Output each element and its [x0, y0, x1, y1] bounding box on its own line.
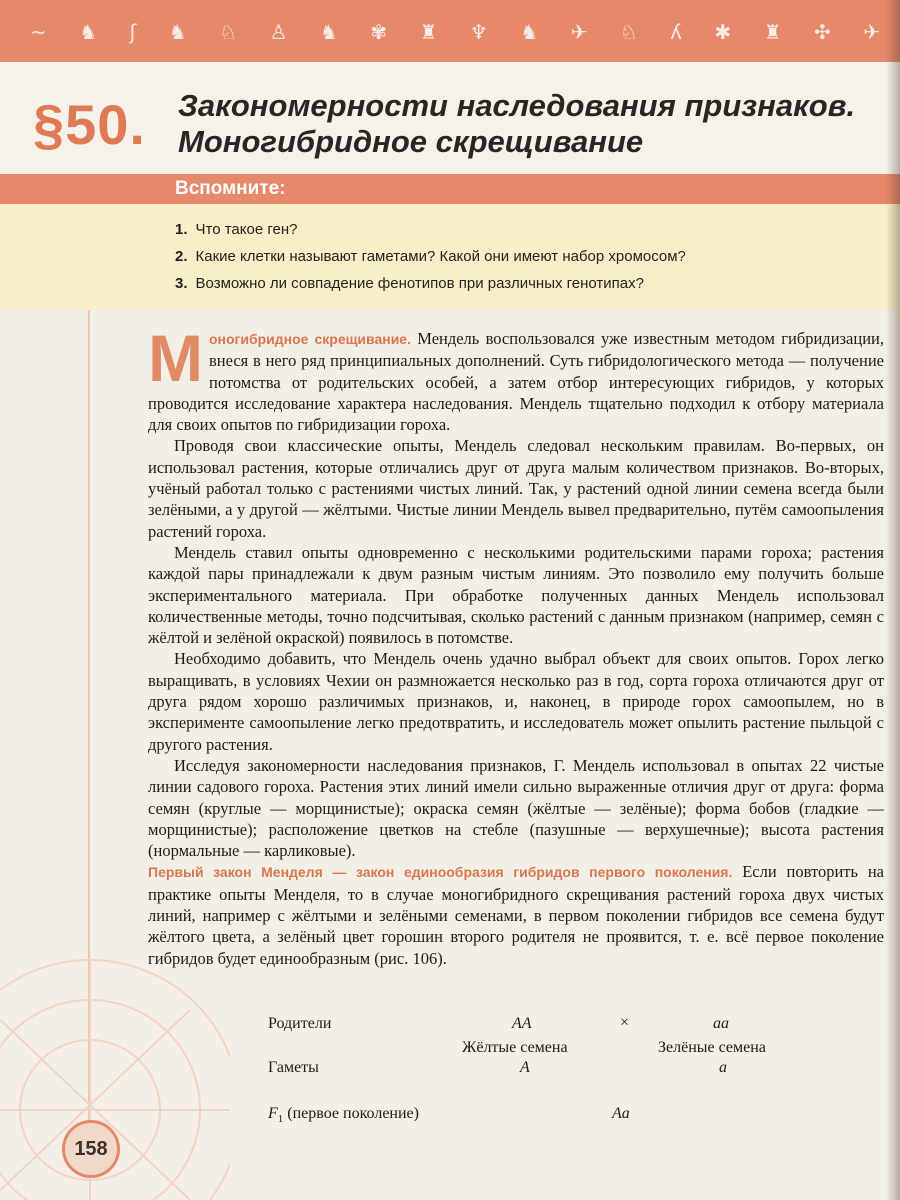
page-title: [178, 88, 878, 160]
deer-icon: ♘: [219, 20, 238, 44]
binding-shadow: [886, 0, 900, 1200]
seahorse-icon: ʃ: [129, 20, 137, 44]
kangaroo-icon: ʎ: [670, 20, 682, 44]
paragraph: Мендель ставил опыты одновременно с несколькими родительскими парами гороха; растения каждой пары принадлежали к двум разным чистым линиям. Это позволило ему получить больше экспериментального материала. При обработке полученных данных Мендель использовал количественные методы, точно подсчитывая, сколько растений с данным признаком (например, семян с жёлтой и зелёной окраской) появилось в потомстве.: [148, 542, 884, 648]
crab-icon: ♜: [763, 20, 782, 44]
top-decor-band: [0, 0, 900, 62]
f1-text: (первое поколение): [283, 1105, 419, 1122]
page-number: 158: [74, 1138, 108, 1160]
recall-title: Вспомните:: [175, 178, 286, 199]
bird-icon: ✈: [570, 20, 588, 44]
fox-icon: ♘: [619, 20, 638, 44]
f1-symbol: F: [268, 1105, 278, 1122]
paragraph-text: Если повторить на практике опыты Менделя, то в случае моногибридного скрещивания растений гороха двух чистых линий, например с жёлтыми и зелёными семенами, в первом поколении гибридов все семена будут жёлтого цвета, а зелёный цвет горошин второго родителя не проявится, т. е. всё первое поколение гибридов будет единообразным (рис. 106).: [148, 862, 884, 968]
title-line-1: Закономерности наследования признаков.: [178, 88, 856, 123]
title-line-2: Моногибридное скрещивание: [178, 124, 644, 159]
gamete1: A: [520, 1059, 530, 1076]
section-number: §50.: [33, 93, 146, 156]
cross-symbol: ×: [620, 1014, 630, 1031]
horse-icon: ♞: [520, 20, 539, 44]
bug-icon: ✱: [714, 20, 732, 44]
question-number: 2.: [175, 248, 188, 265]
butterfly-icon: ✾: [370, 20, 387, 44]
f1-subscript: 1: [277, 1113, 284, 1126]
paragraph-lead: оногибридное скрещивание.: [208, 331, 411, 347]
parent2-phenotype: Зелёные семена: [658, 1039, 766, 1056]
paragraph: Исследуя закономерности наследования признаков, Г. Мендель использовал в опытах 22 чистые линии садового гороха. Растения этих линий имели сильно выраженные отличия друг от друга: форма семян (круглые — морщинистые); окраска семян (жёлтые — зелёные); форма бобов (гладкие — морщинистые); расположение цветков на стебле (пазушные — верхушечные); высота растения (нормальные — карликовые).: [148, 755, 884, 861]
parent1-phenotype: Жёлтые семена: [462, 1039, 568, 1056]
bison-icon: ♜: [419, 20, 438, 44]
gametes-label: Гаметы: [268, 1059, 319, 1076]
paragraph: Необходимо добавить, что Мендель очень удачно выбрал объект для своих опытов. Горох легко выращивать, в условиях Чехии он размножается несколько раз в год, сорта гороха отличаются друг от друга рядом хорошо различимых признаков, и, наконец, в природе горох самоопылем, но в эксперименте самоопыление легко предотвратить, и исследователь может опылить растение пыльцой с другого растения.: [148, 649, 884, 754]
cat-icon: ♞: [319, 20, 338, 44]
parent1-genotype: AA: [512, 1015, 532, 1032]
question-item: [175, 243, 686, 270]
ant-icon: ✣: [814, 20, 831, 44]
question-text: Возможно ли совпадение фенотипов при различных генотипах?: [195, 275, 644, 292]
dog-icon: ♞: [79, 20, 98, 44]
paragraph: Проводя свои классические опыты, Мендель следовал нескольким правилам. Во-первых, он использовал растения, которые отличались друг от друга малым количеством признаков. Во-вторых, учёный работал только с растениями чистых линий. Так, у растений одной линии семена всегда были зелёными, а у другой — жёлтыми. Чистые линии Мендель вывел предварительно, путём самоопыления растений гороха.: [148, 436, 884, 541]
body-text: [148, 321, 884, 969]
question-text: Что такое ген?: [195, 221, 298, 238]
question-item: [175, 216, 686, 243]
lizard-icon: ~: [30, 20, 47, 44]
dog-icon: ♞: [168, 20, 187, 44]
rabbit-icon: ♙: [269, 20, 288, 44]
f1-genotype: Aa: [612, 1105, 630, 1122]
paragraph-lead: Первый закон Менделя — закон единообразия гибридов первого поколения.: [148, 864, 733, 881]
paragraph: [148, 321, 884, 435]
drop-cap: М: [148, 321, 203, 395]
question-item: [175, 270, 686, 297]
f1-label: [268, 1104, 419, 1129]
paragraph-text: Мендель воспользовался уже известным методом гибридизации, внеся в него ряд принципиальных дополнений. Суть гибридологического метода — получение потомства от родительских особей, а затем отбор интересующих гибридов, у которых проводится исследование характера наследования. Мендель тщательно подходил к отбору материала для своих опытов по гибридизации гороха.: [148, 329, 884, 435]
question-number: 3.: [175, 275, 188, 292]
bird-icon: ✈: [863, 20, 880, 44]
paragraph: [148, 861, 884, 968]
animal-silhouettes: [30, 18, 880, 46]
scorpion-icon: ♆: [469, 20, 488, 44]
question-number: 1.: [175, 221, 188, 238]
recall-questions: [175, 216, 686, 297]
parent2-genotype: aa: [713, 1015, 729, 1032]
parents-label: Родители: [268, 1015, 332, 1032]
gamete2: a: [719, 1059, 727, 1076]
recall-bar: [0, 174, 900, 204]
question-text: Какие клетки называют гаметами? Какой они имеют набор хромосом?: [195, 248, 686, 265]
